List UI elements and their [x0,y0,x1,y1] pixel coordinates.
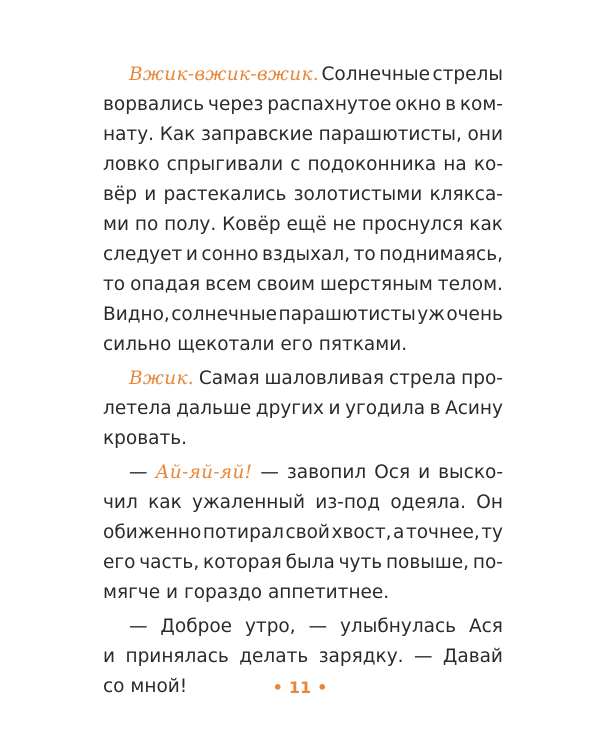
word: проснулся [361,214,464,235]
word: ко- [473,154,503,175]
word: кровать. [103,428,188,449]
word: которая [203,552,282,573]
word: распахнутое [267,94,392,115]
word: Асину [445,398,503,419]
word: и [418,462,431,483]
word: клякса- [429,184,503,205]
word: вёр [103,184,138,205]
text-line [103,548,503,578]
word: Солнечные [321,64,431,85]
word: и [328,398,341,419]
text-line [103,60,503,90]
word: своим [256,274,315,295]
word: Ося [374,462,411,483]
word: вздыхал, [261,244,351,265]
word: сонно [201,244,259,265]
word: ту [481,522,503,543]
word: аппетитнее. [267,582,390,603]
word: щекотали [177,334,275,355]
word: заправские [200,124,313,145]
word: солнечные [171,304,278,325]
text-line [103,270,503,300]
word: повыше, [385,552,470,573]
text-line [103,330,503,360]
word: потирал [202,522,284,543]
word: в [445,94,456,115]
word: завопил [286,462,367,483]
accent-word: Вжик-вжик-вжик. [129,64,319,85]
word: других [255,398,324,419]
word: Он [476,492,503,513]
paragraph [103,60,503,360]
page-number [0,678,600,698]
word: — [308,616,328,637]
word: Ася [468,616,503,637]
text-line [103,364,503,394]
text-line [103,458,503,488]
word: опадая [130,274,201,295]
text-line [103,612,503,642]
word: Самая [198,368,260,389]
accent-word: Вжик. [129,368,194,389]
word: хвост, [331,522,392,543]
word: шерстяным [319,274,433,295]
word: на [443,154,467,175]
word: свой [285,522,330,543]
word: как [148,492,182,513]
text-line [103,518,503,548]
word: была [285,552,335,573]
paragraph [103,364,503,454]
text-line [103,180,503,210]
text-line [103,488,503,518]
word: с [290,154,301,175]
word: стрела [388,368,457,389]
page-number-value: 11 [288,678,312,697]
word: спрыгивали [166,154,284,175]
word: — [260,462,279,483]
word: в [429,398,441,419]
text-line [103,210,503,240]
text-line [103,424,503,454]
word: нату. [103,124,155,145]
word: его [103,552,136,573]
text-line [103,394,503,424]
word: всем [205,274,252,295]
page-number-right-dot: • [317,678,328,697]
word: про- [461,368,503,389]
page-body-text [103,60,503,702]
accent-word: Ай-яй-яй! [155,462,253,483]
word: угодила [345,398,426,419]
word: окно [395,94,442,115]
word: и [144,184,157,205]
text-line [103,578,503,608]
word: следует [103,244,183,265]
word: то [103,274,126,295]
word: а [393,522,405,543]
word: обиженно [103,522,202,543]
word: Ковёр [222,214,281,235]
word: и [185,244,198,265]
word: летела [103,398,172,419]
word: сильно [103,334,172,355]
word: его [280,334,313,355]
word: полу. [164,214,217,235]
word: парашютисты [278,304,416,325]
word: со [103,676,125,697]
word: подоконника [307,154,437,175]
word: они [467,124,503,145]
paragraph [103,458,503,608]
word: Доброе [160,616,233,637]
word: не [332,214,357,235]
text-line [103,90,503,120]
word: ком- [459,94,503,115]
word: парашютисты, [318,124,462,145]
word: мной! [130,676,188,697]
word: очень [446,304,503,325]
word: телом. [437,274,503,295]
word: выско- [438,462,503,483]
word: мягче [103,582,161,603]
word: из-под [315,492,381,513]
word: Как [159,124,196,145]
word: делать [239,646,309,667]
word: золотистыми [293,184,423,205]
word: одеяла. [390,492,466,513]
word: растекались [163,184,287,205]
text-line [103,300,503,330]
word: Видно, [103,304,170,325]
word: стрелы [432,64,503,85]
word: зарядку. [318,646,404,667]
word: гораздо [183,582,263,603]
word: точнее, [405,522,480,543]
word: дальше [176,398,252,419]
word: уж [417,304,445,325]
text-line [103,150,503,180]
text-line [103,240,503,270]
word: ворвались [103,94,205,115]
text-line [103,120,503,150]
word: часть, [139,552,200,573]
word: чуть [338,552,383,573]
word: шаловливая [264,368,385,389]
word: — [129,462,148,483]
word: — [413,646,433,667]
word: ми [103,214,129,235]
word: то [353,244,376,265]
word: ещё [286,214,327,235]
word: и [166,582,179,603]
word: как [469,214,503,235]
word: улыбнулась [339,616,457,637]
word: чил [103,492,138,513]
page-number-left-dot: • [272,678,283,697]
word: через [208,94,264,115]
word: Давай [442,646,503,667]
word: поднимаясь, [379,244,503,265]
text-line [103,642,503,672]
word: пятками. [318,334,408,355]
word: ужаленный [192,492,306,513]
word: утро, [244,616,296,637]
word: и [103,646,116,667]
word: ловко [103,154,160,175]
word: — [129,616,148,637]
word: принялась [125,646,229,667]
word: по- [472,552,503,573]
word: по [134,214,159,235]
